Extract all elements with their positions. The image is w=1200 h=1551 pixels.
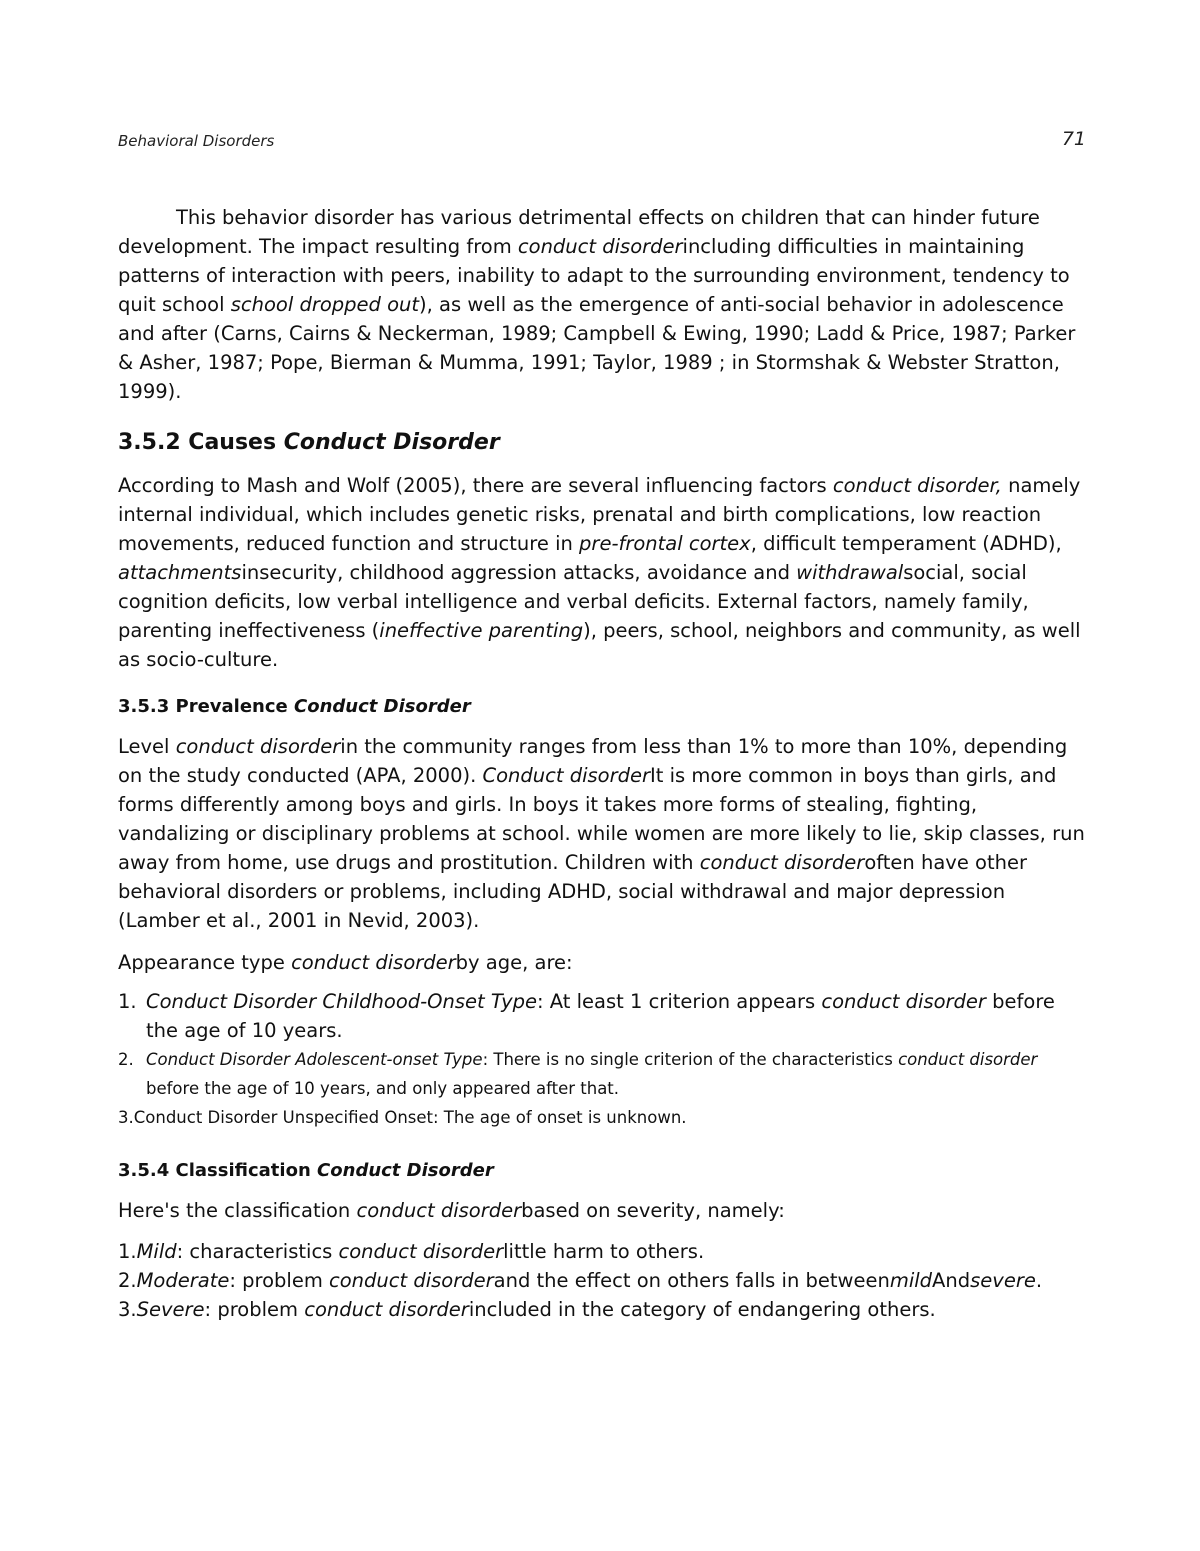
appearance-type-paragraph: Appearance type conduct disorderby age, are:	[118, 951, 573, 974]
causes-paragraph: According to Mash and Wolf (2005), there are several influencing factors conduct disorder, namely internal individual, which includes genetic risks, prenatal and birth complications, low reaction movements, reduced function and structure in pre-frontal cortex, difficult temperament (ADHD), attachmentsinsecurity, childhood aggression attacks, avoidance and withdrawalsocial, social cognition deficits, low verbal intelligence and verbal deficits. External factors, namely family, parenting ineffectiveness (ineffective parenting), peers, school, neighbors and community, as well as socio-culture.	[118, 474, 1081, 671]
severity-list	[118, 1237, 1086, 1324]
page-number: 71	[1061, 128, 1086, 150]
section-heading-causes: 3.5.2 Causes Conduct Disorder	[118, 430, 500, 455]
prevalence-paragraph: Level conduct disorderin the community ranges from less than 1% to more than 10%, depending on the study conducted (APA, 2000). Conduct disorderIt is more common in boys than girls, and forms differently among boys and girls. In boys it takes more forms of stealing, fighting, vandalizing or disciplinary problems at school. while women are more likely to lie, skip classes, run away from home, use drugs and prostitution. Children with conduct disorderoften have other behavioral disorders or problems, including ADHD, social withdrawal and major depression (Lamber et al., 2001 in Nevid, 2003).	[118, 735, 1085, 932]
list-item: 3. Severe : problem conduct disorder included in the category of endangering others.	[118, 1298, 936, 1321]
list-item: 3. Conduct Disorder Unspecified Onset: The age of onset is unknown.	[118, 1108, 687, 1127]
section-heading-prevalence: 3.5.3 Prevalence Conduct Disorder	[118, 696, 471, 717]
section-heading-classification: 3.5.4 Classification Conduct Disorder	[118, 1160, 494, 1181]
list-item: 1. Conduct Disorder Childhood-Onset Type: At least 1 criterion appears conduct disorder before the age of 10 years.	[118, 990, 1055, 1042]
classification-paragraph: Here's the classification conduct disorderbased on severity, namely:	[118, 1199, 785, 1222]
list-item: 2. Moderate : problem conduct disorder and the effect on others falls in between mild And severe .	[118, 1269, 1043, 1292]
list-item: 1. Mild : characteristics conduct disorder little harm to others.	[118, 1240, 705, 1263]
list-item: 2. Conduct Disorder Adolescent-onset Type: There is no single criterion of the characteristics conduct disorder before the age of 10 years, and only appeared after that.	[118, 1050, 1038, 1098]
intro-paragraph: This behavior disorder has various detrimental effects on children that can hinder future development. The impact resulting from conduct disorderincluding difficulties in maintaining patterns of interaction with peers, inability to adapt to the surrounding environment, tendency to quit school school dropped out), as well as the emergence of anti-social behavior in adolescence and after (Carns, Cairns & Neckerman, 1989; Campbell & Ewing, 1990; Ladd & Price, 1987; Parker & Asher, 1987; Pope, Bierman & Mumma, 1991; Taylor, 1989 ; in Stormshak & Webster Stratton, 1999).	[118, 206, 1076, 403]
running-header-title: Behavioral Disorders	[118, 132, 275, 150]
page-body	[118, 203, 1086, 1324]
onset-type-list	[118, 987, 1086, 1132]
